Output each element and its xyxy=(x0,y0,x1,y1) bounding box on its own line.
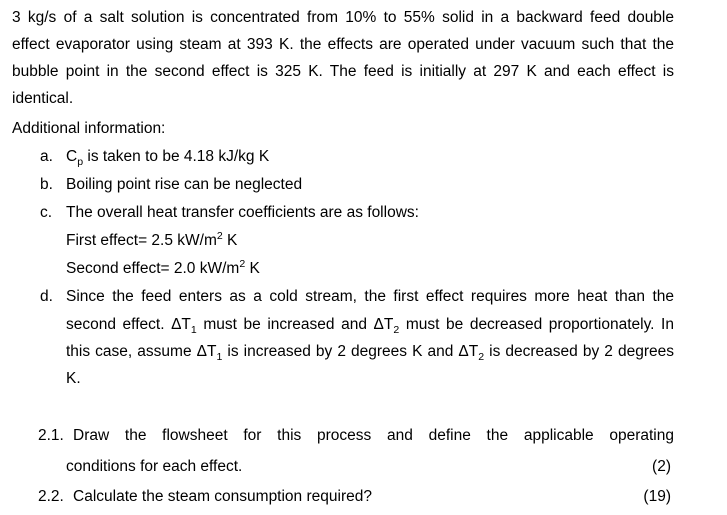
question-2-2-number: 2.2. xyxy=(38,488,64,505)
item-d-line-1: Since the feed enters as a cold stream, the first effect requires more heat than the xyxy=(66,288,674,305)
item-a-marker: a. xyxy=(40,148,53,165)
item-b-marker: b. xyxy=(40,176,53,193)
question-2-1-marks: (2) xyxy=(652,458,671,475)
item-a-text: $C_p$ is taken to be 4.18 kJ/kg K xyxy=(66,148,270,169)
question-2-2-line-1: Calculate the steam consumption required? xyxy=(73,488,372,505)
item-d-line-4: K. xyxy=(66,370,81,387)
question-2-1-line-1: Draw the flowsheet for this process and define the applicable operating xyxy=(73,427,674,444)
item-d-marker: d. xyxy=(40,288,53,305)
coeff-first-effect: First effect= 2.5 $kW/m^2$ K xyxy=(66,229,238,249)
additional-heading: Additional information: xyxy=(12,120,166,137)
item-c-marker: c. xyxy=(40,204,53,221)
item-d-line-2: second effect. $\Delta T_1$ must be increased and $\Delta T_2$ must be decreased proportionately. In xyxy=(66,316,674,337)
question-2-1-line-2: conditions for each effect. xyxy=(66,458,243,475)
item-c-text: The overall heat transfer coefficients are as follows: xyxy=(66,204,419,221)
intro-line-1: 3 kg/s of a salt solution is concentrated from 10% to 55% solid in a backward feed double xyxy=(12,9,674,26)
coeff-second-effect: Second effect= 2.0 $kW/m^2$ K xyxy=(66,257,260,277)
intro-line-4: identical. xyxy=(12,90,74,107)
item-b-text: Boiling point rise can be neglected xyxy=(66,176,303,193)
intro-line-2: effect evaporator using steam at 393 K. the effects are operated under vacuum such that the xyxy=(12,36,674,53)
item-d-line-3: this case, assume $\Delta T_1$ is increased by 2 degrees K and $\Delta T_2$ is decreased by 2 degrees xyxy=(66,343,674,364)
question-2-1-number: 2.1. xyxy=(38,427,64,444)
question-2-2-marks: (19) xyxy=(643,488,671,505)
intro-line-3: bubble point in the second effect is 325 K. The feed is initially at 297 K and each effect is xyxy=(12,63,674,80)
